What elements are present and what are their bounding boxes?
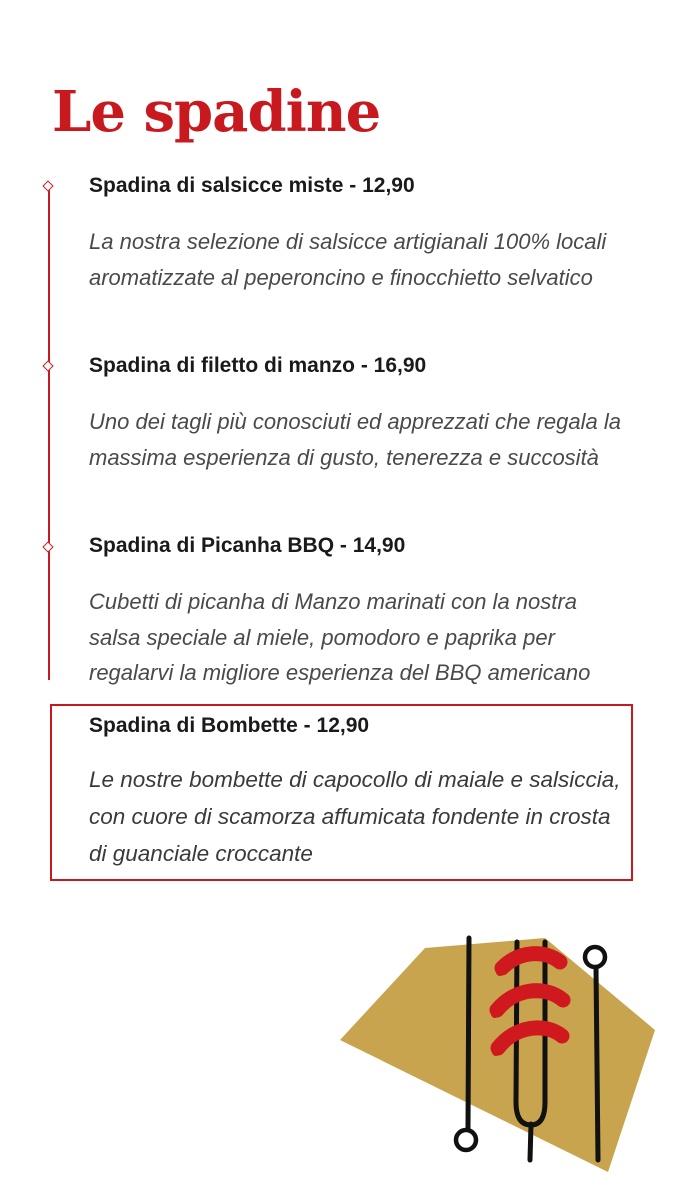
item-name-salsicce-miste: Spadina di salsicce miste - 12,90: [89, 174, 415, 197]
item-name-filetto-di-manzo: Spadina di filetto di manzo - 16,90: [89, 354, 427, 377]
item-name-bombette: Spadina di Bombette - 12,90: [89, 714, 370, 737]
item-description-bombette: Le nostre bombette di capocollo di maiale e salsiccia, con cuore di scamorza affumicata fondente in crosta di guanciale croccante: [89, 767, 621, 866]
diamond-icon: [42, 360, 53, 371]
item-name-picanha-bbq: Spadina di Picanha BBQ - 14,90: [89, 534, 406, 557]
diamond-icon: [42, 180, 53, 191]
page-title: Le spadine: [52, 79, 381, 145]
item-description-filetto-di-manzo: Uno dei tagli più conosciuti ed apprezzati che regala la massima esperienza di gusto, tenerezza e succosità: [89, 409, 621, 470]
diamond-icon: [42, 541, 53, 552]
timeline-line: [48, 185, 50, 680]
item-description-salsicce-miste: La nostra selezione di salsicce artigianali 100% locali aromatizzate al peperoncino e finocchietto selvatico: [89, 229, 607, 290]
skewers-illustration: [340, 930, 675, 1200]
item-description-picanha-bbq: Cubetti di picanha di Manzo marinati con la nostra salsa speciale al miele, pomodoro e paprika per regalarvi la migliore esperienza del BBQ americano: [89, 589, 591, 685]
